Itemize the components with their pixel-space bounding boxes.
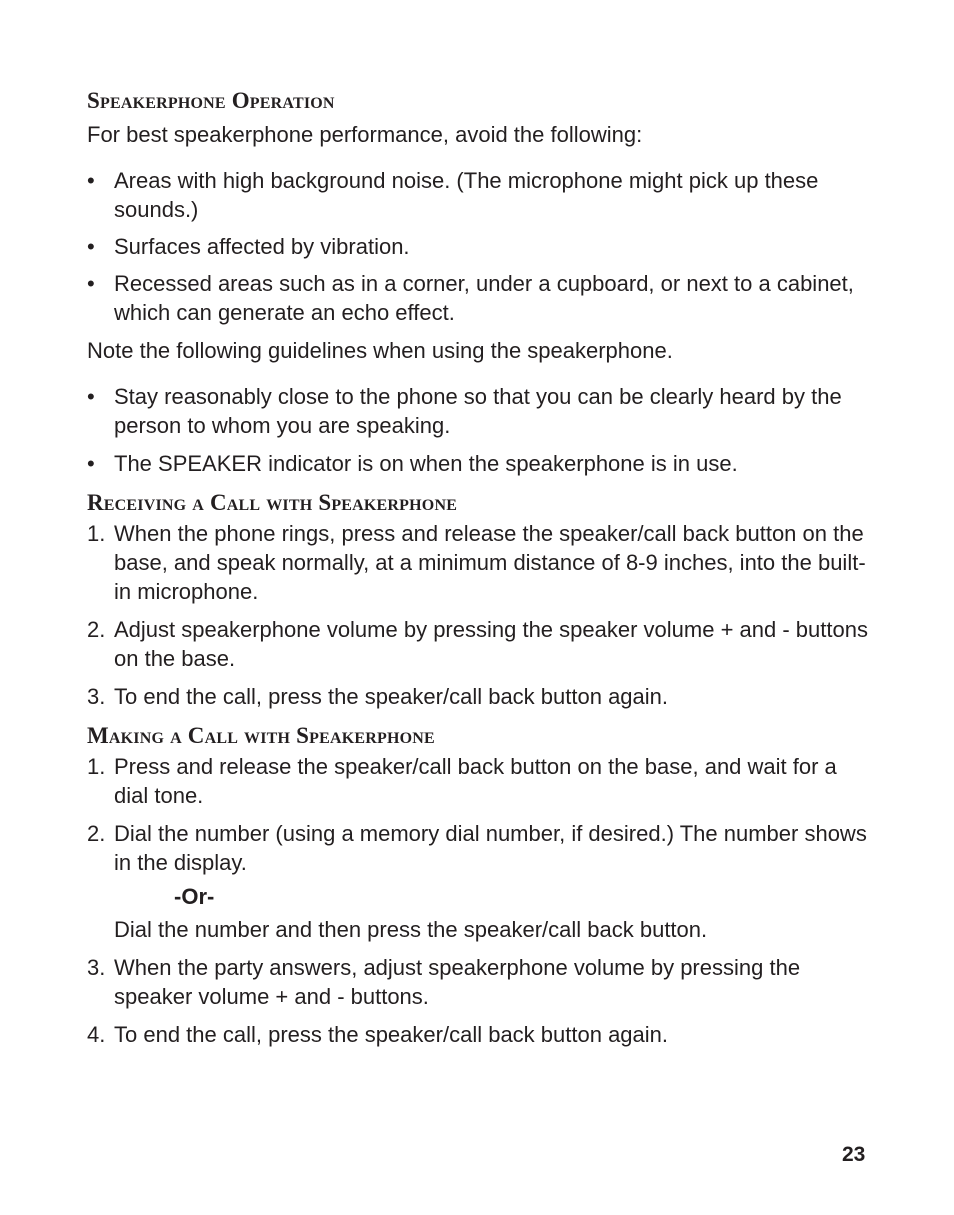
step-text: When the phone rings, press and release the speaker/call back button on the base, and speak normally, at a minimum distance of 8-9 inches, into the built-in microphone. [114,521,866,604]
list-item-text: Areas with high background noise. (The microphone might pick up these sounds.) [114,168,819,222]
step-text: When the party answers, adjust speakerphone volume by pressing the speaker volume + and - buttons. [114,955,801,1009]
step-number: 1. [87,754,106,779]
step-item [87,615,877,673]
bullet-marker: • [87,451,95,476]
step-item [87,819,877,944]
step-text: Adjust speakerphone volume by pressing the speaker volume + and - buttons on the base. [114,617,868,671]
page-number: 23 [842,1143,866,1166]
list-item [87,166,877,224]
step-item [87,1020,877,1049]
avoid-list [87,166,877,327]
alternative-step-text: Dial the number and then press the speaker/call back button. [114,917,708,942]
section-heading-making-call: Making a Call with Speakerphone [87,723,435,748]
receiving-steps [87,519,877,711]
step-number: 1. [87,521,106,546]
manual-page [87,84,877,1049]
or-label: -Or- [174,884,215,909]
guidelines-note: Note the following guidelines when using the speakerphone. [87,338,673,363]
step-item [87,752,877,810]
step-number: 2. [87,617,106,642]
list-item [87,449,877,478]
bullet-marker: • [87,384,95,409]
step-number: 4. [87,1022,106,1047]
step-text: To end the call, press the speaker/call back button again. [114,1022,669,1047]
step-item [87,519,877,606]
list-item [87,382,877,440]
step-item [87,682,877,711]
list-item [87,269,877,327]
bullet-marker: • [87,271,95,296]
list-item-text: The SPEAKER indicator is on when the speakerphone is in use. [114,451,738,476]
bullet-marker: • [87,234,95,259]
list-item [87,232,877,261]
step-text: Press and release the speaker/call back button on the base, and wait for a dial tone. [114,754,837,808]
step-item [87,953,877,1011]
section-heading-speakerphone-operation: Speakerphone Operation [87,88,335,113]
making-steps [87,752,877,1049]
intro-text: For best speakerphone performance, avoid the following: [87,122,643,147]
step-text: Dial the number (using a memory dial number, if desired.) The number shows in the display. [114,821,867,875]
list-item-text: Surfaces affected by vibration. [114,234,410,259]
bullet-marker: • [87,168,95,193]
list-item-text: Recessed areas such as in a corner, under a cupboard, or next to a cabinet, which can generate an echo effect. [114,271,854,325]
section-heading-receiving-call: Receiving a Call with Speakerphone [87,490,458,515]
step-number: 3. [87,955,106,980]
guidelines-list [87,382,877,478]
step-number: 3. [87,684,106,709]
step-number: 2. [87,821,106,846]
step-text: To end the call, press the speaker/call back button again. [114,684,669,709]
list-item-text: Stay reasonably close to the phone so that you can be clearly heard by the person to whom you are speaking. [114,384,842,438]
